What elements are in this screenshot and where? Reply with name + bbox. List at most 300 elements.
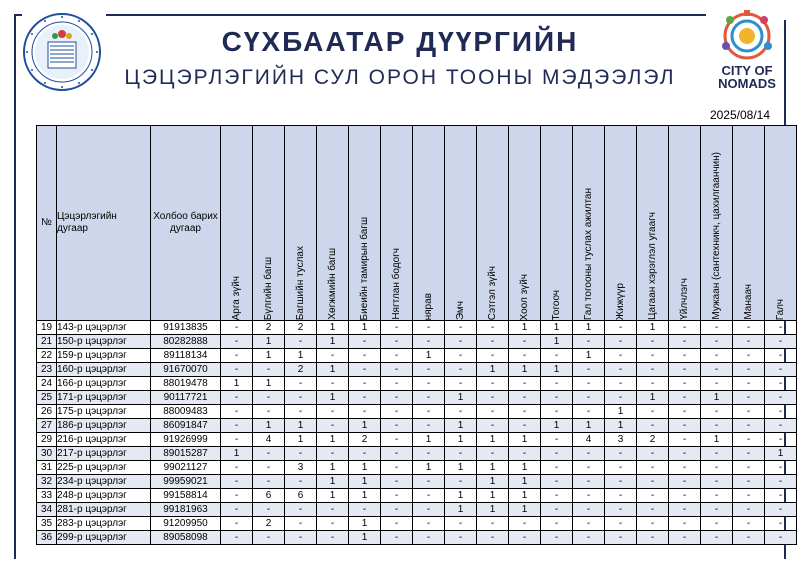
col-header-position-wrap <box>477 126 508 320</box>
kindergarten-name-cell: 186-р цэцэрлэг <box>57 419 151 433</box>
col-header-position <box>541 126 573 321</box>
vacancy-count-cell: - <box>733 377 765 391</box>
col-header-position-wrap <box>605 126 636 320</box>
vacancy-count-cell: 1 <box>349 489 381 503</box>
vacancy-count-cell: - <box>413 489 445 503</box>
vacancy-count-cell: - <box>765 349 797 363</box>
vacancy-count-cell: - <box>253 405 285 419</box>
col-header-position <box>253 126 285 321</box>
vacancy-count-cell: 1 <box>349 461 381 475</box>
phone-cell: 91670070 <box>151 363 221 377</box>
vacancy-count-cell: 1 <box>221 447 253 461</box>
vacancy-count-cell: - <box>669 405 701 419</box>
col-header-position-wrap <box>285 126 316 320</box>
vacancy-count-cell: - <box>541 405 573 419</box>
vacancy-count-cell: 1 <box>509 475 541 489</box>
vacancy-count-cell: - <box>445 447 477 461</box>
table-row <box>37 377 797 391</box>
vacancy-count-cell: - <box>221 363 253 377</box>
vacancy-count-cell: - <box>381 475 413 489</box>
vacancy-count-cell: - <box>413 475 445 489</box>
table-row <box>37 475 797 489</box>
vacancy-count-cell: 1 <box>349 419 381 433</box>
vacancy-count-cell: - <box>733 335 765 349</box>
vacancy-count-cell: - <box>701 503 733 517</box>
kindergarten-name-cell: 175-р цэцэрлэг <box>57 405 151 419</box>
vacancy-count-cell: - <box>445 531 477 545</box>
vacancy-count-cell: - <box>637 517 669 531</box>
table-row <box>37 363 797 377</box>
col-header-position-label: Тогооч <box>550 289 562 320</box>
vacancy-count-cell: - <box>573 405 605 419</box>
vacancy-count-cell: - <box>701 349 733 363</box>
page-title: СҮХБААТАР ДҮҮРГИЙН <box>221 26 579 57</box>
col-header-position-wrap <box>701 126 732 320</box>
col-header-phone <box>151 126 221 321</box>
kindergarten-name-cell: 281-р цэцэрлэг <box>57 503 151 517</box>
vacancy-count-cell: - <box>733 433 765 447</box>
vacancy-count-cell: 6 <box>285 489 317 503</box>
table-row <box>37 433 797 447</box>
vacancy-count-cell: 2 <box>285 321 317 335</box>
col-header-position-wrap <box>349 126 380 320</box>
vacancy-count-cell: - <box>381 517 413 531</box>
vacancy-count-cell: - <box>221 391 253 405</box>
vacancy-count-cell: - <box>637 489 669 503</box>
vacancy-count-cell: - <box>573 475 605 489</box>
vacancy-count-cell: - <box>733 517 765 531</box>
vacancy-count-cell: 1 <box>317 475 349 489</box>
vacancy-count-cell: - <box>765 377 797 391</box>
vacancy-count-cell: 1 <box>317 391 349 405</box>
kindergarten-name-cell: 159-р цэцэрлэг <box>57 349 151 363</box>
vacancy-count-cell: 1 <box>349 517 381 531</box>
vacancy-count-cell: - <box>701 489 733 503</box>
vacancy-count-cell: - <box>477 335 509 349</box>
vacancy-count-cell: - <box>573 391 605 405</box>
vacancy-count-cell: - <box>381 377 413 391</box>
vacancy-count-cell: - <box>509 377 541 391</box>
table-row <box>37 321 797 335</box>
vacancy-count-cell: - <box>381 447 413 461</box>
vacancy-count-cell: - <box>765 363 797 377</box>
row-number-cell: 31 <box>37 461 57 475</box>
vacancy-count-cell: - <box>701 447 733 461</box>
col-header-phone-label: Холбоо барих дугаар <box>153 211 218 234</box>
frame-top-line <box>14 14 786 16</box>
vacancy-count-cell: - <box>573 461 605 475</box>
kindergarten-name-cell: 143-р цэцэрлэг <box>57 321 151 335</box>
vacancy-count-cell: 6 <box>253 489 285 503</box>
col-header-position <box>637 126 669 321</box>
vacancy-count-cell: - <box>221 531 253 545</box>
vacancy-count-cell: 1 <box>701 433 733 447</box>
vacancy-count-cell: - <box>285 447 317 461</box>
vacancy-count-cell: 1 <box>477 489 509 503</box>
col-header-position-label: Хоол зүйч <box>518 273 530 320</box>
phone-cell: 88009483 <box>151 405 221 419</box>
phone-cell: 91926999 <box>151 433 221 447</box>
vacancy-count-cell: - <box>637 405 669 419</box>
col-header-position <box>701 126 733 321</box>
col-header-position-wrap <box>253 126 284 320</box>
vacancy-count-cell: 3 <box>605 433 637 447</box>
vacancy-count-cell: - <box>541 503 573 517</box>
vacancy-count-cell: - <box>669 377 701 391</box>
vacancy-count-cell: 4 <box>253 433 285 447</box>
col-header-position-label: Галч <box>774 298 786 320</box>
col-header-position-label: Нягтлан бодогч <box>390 248 402 320</box>
table-row <box>37 419 797 433</box>
vacancy-count-cell: - <box>605 461 637 475</box>
vacancy-count-cell: - <box>221 321 253 335</box>
kindergarten-name-cell: 248-р цэцэрлэг <box>57 489 151 503</box>
vacancy-count-cell: - <box>669 531 701 545</box>
vacancy-count-cell: 1 <box>349 321 381 335</box>
vacancy-count-cell: - <box>573 335 605 349</box>
vacancy-count-cell: 1 <box>573 349 605 363</box>
phone-cell: 88019478 <box>151 377 221 391</box>
vacancy-count-cell: - <box>541 447 573 461</box>
vacancy-count-cell: - <box>221 405 253 419</box>
vacancy-count-cell: - <box>765 391 797 405</box>
vacancy-count-cell: - <box>253 461 285 475</box>
vacancy-count-cell: - <box>669 433 701 447</box>
vacancy-count-cell: - <box>285 517 317 531</box>
vacancy-count-cell: - <box>413 391 445 405</box>
col-header-position <box>381 126 413 321</box>
vacancy-count-cell: - <box>253 447 285 461</box>
vacancy-count-cell: 2 <box>253 517 285 531</box>
col-header-position-label: Манаач <box>742 284 754 320</box>
vacancy-count-cell: - <box>605 489 637 503</box>
vacancy-count-cell: 1 <box>349 475 381 489</box>
vacancy-count-cell: - <box>477 377 509 391</box>
vacancy-count-cell: - <box>701 517 733 531</box>
vacancy-count-cell: - <box>349 363 381 377</box>
col-header-position <box>605 126 637 321</box>
vacancy-count-cell: - <box>509 349 541 363</box>
vacancy-count-cell: - <box>605 517 637 531</box>
table-row <box>37 489 797 503</box>
vacancy-count-cell: - <box>765 461 797 475</box>
vacancy-count-cell: - <box>669 349 701 363</box>
vacancy-count-cell: - <box>605 377 637 391</box>
phone-cell: 90117721 <box>151 391 221 405</box>
vacancy-count-cell: - <box>765 335 797 349</box>
vacancy-count-cell: - <box>509 531 541 545</box>
vacancy-count-cell: - <box>669 321 701 335</box>
vacancy-count-cell: - <box>413 363 445 377</box>
vacancy-count-cell: - <box>701 531 733 545</box>
vacancy-count-cell: - <box>701 475 733 489</box>
vacancy-count-cell: - <box>445 363 477 377</box>
kindergarten-name-cell: 171-р цэцэрлэг <box>57 391 151 405</box>
col-header-position-label: Жижүүр <box>614 282 626 320</box>
row-number-cell: 35 <box>37 517 57 531</box>
col-header-position-label: Гал тогооны туслах ажилтан <box>582 187 594 320</box>
phone-cell: 89015287 <box>151 447 221 461</box>
vacancy-count-cell: 2 <box>349 433 381 447</box>
vacancy-count-cell: - <box>669 391 701 405</box>
phone-cell: 99959021 <box>151 475 221 489</box>
vacancy-count-cell: 1 <box>253 349 285 363</box>
vacancy-count-cell: - <box>605 475 637 489</box>
vacancy-count-cell: 1 <box>317 335 349 349</box>
vacancy-count-cell: - <box>669 461 701 475</box>
vacancy-count-cell: - <box>285 377 317 391</box>
row-number-cell: 24 <box>37 377 57 391</box>
vacancy-count-cell: - <box>733 349 765 363</box>
vacancy-count-cell: - <box>637 349 669 363</box>
vacancy-count-cell: 1 <box>509 433 541 447</box>
vacancy-count-cell: - <box>349 377 381 391</box>
col-header-position <box>317 126 349 321</box>
vacancy-count-cell: - <box>637 531 669 545</box>
vacancy-count-cell: - <box>413 405 445 419</box>
col-header-position-wrap <box>413 126 444 320</box>
col-header-position-wrap <box>573 126 604 320</box>
vacancy-count-cell: - <box>349 335 381 349</box>
vacancy-count-cell: - <box>285 335 317 349</box>
vacancy-count-cell: 1 <box>317 321 349 335</box>
col-header-position-wrap <box>509 126 540 320</box>
vacancy-count-cell: - <box>221 349 253 363</box>
kindergarten-name-cell: 234-р цэцэрлэг <box>57 475 151 489</box>
kindergarten-name-cell: 299-р цэцэрлэг <box>57 531 151 545</box>
vacancy-table <box>36 125 797 545</box>
vacancy-count-cell: - <box>701 363 733 377</box>
vacancy-count-cell: - <box>733 475 765 489</box>
phone-cell: 99158814 <box>151 489 221 503</box>
vacancy-count-cell: - <box>381 363 413 377</box>
vacancy-count-cell: - <box>445 321 477 335</box>
vacancy-count-cell: - <box>509 419 541 433</box>
table-row <box>37 405 797 419</box>
vacancy-count-cell: 1 <box>413 349 445 363</box>
vacancy-count-cell: - <box>317 503 349 517</box>
col-header-position <box>765 126 797 321</box>
vacancy-count-cell: - <box>509 447 541 461</box>
vacancy-count-cell: - <box>765 503 797 517</box>
col-header-kindergarten-label: Цэцэрлэгийн дугаар <box>57 211 117 234</box>
vacancy-count-cell: - <box>413 503 445 517</box>
table-row <box>37 335 797 349</box>
vacancy-count-cell: - <box>221 475 253 489</box>
vacancy-count-cell: - <box>221 433 253 447</box>
vacancy-count-cell: 1 <box>509 461 541 475</box>
vacancy-count-cell: - <box>317 517 349 531</box>
col-header-position-label: Арга зүйч <box>230 275 242 320</box>
kindergarten-name-cell: 217-р цэцэрлэг <box>57 447 151 461</box>
vacancy-count-cell: - <box>477 517 509 531</box>
vacancy-count-cell: - <box>573 377 605 391</box>
vacancy-count-cell: 1 <box>509 363 541 377</box>
vacancy-count-cell: 4 <box>573 433 605 447</box>
vacancy-count-cell: - <box>765 321 797 335</box>
vacancy-count-cell: - <box>701 321 733 335</box>
vacancy-count-cell: - <box>381 433 413 447</box>
vacancy-count-cell: - <box>317 419 349 433</box>
vacancy-count-cell: - <box>445 475 477 489</box>
vacancy-count-cell: - <box>605 391 637 405</box>
vacancy-count-cell: - <box>669 517 701 531</box>
vacancy-count-cell: - <box>701 377 733 391</box>
table-row <box>37 349 797 363</box>
vacancy-count-cell: 2 <box>637 433 669 447</box>
col-header-position <box>413 126 445 321</box>
vacancy-count-cell: - <box>413 419 445 433</box>
vacancy-count-cell: 1 <box>413 461 445 475</box>
col-header-position-wrap <box>317 126 348 320</box>
vacancy-count-cell: 1 <box>477 475 509 489</box>
col-header-position-wrap <box>541 126 572 320</box>
vacancy-count-cell: - <box>221 489 253 503</box>
vacancy-count-cell: - <box>541 391 573 405</box>
vacancy-count-cell: - <box>317 447 349 461</box>
vacancy-count-cell: - <box>349 349 381 363</box>
vacancy-count-cell: 1 <box>477 503 509 517</box>
vacancy-count-cell: - <box>765 433 797 447</box>
vacancy-count-cell: 1 <box>285 419 317 433</box>
col-header-position <box>477 126 509 321</box>
vacancy-count-cell: - <box>445 405 477 419</box>
vacancy-count-cell: 2 <box>285 363 317 377</box>
vacancy-count-cell: - <box>477 349 509 363</box>
vacancy-count-cell: - <box>509 391 541 405</box>
vacancy-count-cell: - <box>221 503 253 517</box>
vacancy-count-cell: - <box>413 517 445 531</box>
row-number-cell: 25 <box>37 391 57 405</box>
vacancy-count-cell: - <box>701 335 733 349</box>
vacancy-count-cell: 1 <box>253 419 285 433</box>
vacancy-count-cell: - <box>573 447 605 461</box>
vacancy-count-cell: 1 <box>285 433 317 447</box>
table-row <box>37 461 797 475</box>
vacancy-count-cell: - <box>349 405 381 419</box>
vacancy-count-cell: 1 <box>477 363 509 377</box>
phone-cell: 86091847 <box>151 419 221 433</box>
vacancy-count-cell: - <box>605 447 637 461</box>
phone-cell: 91209950 <box>151 517 221 531</box>
vacancy-count-cell: - <box>605 321 637 335</box>
col-header-position-label: нярав <box>422 292 434 320</box>
vacancy-count-cell: - <box>541 475 573 489</box>
vacancy-count-cell: - <box>733 503 765 517</box>
vacancy-count-cell: - <box>253 531 285 545</box>
vacancy-count-cell: - <box>701 419 733 433</box>
vacancy-count-cell: - <box>541 461 573 475</box>
row-number-cell: 34 <box>37 503 57 517</box>
vacancy-count-cell: - <box>221 419 253 433</box>
vacancy-count-cell: 1 <box>541 419 573 433</box>
vacancy-count-cell: - <box>605 503 637 517</box>
col-header-position-wrap <box>733 126 764 320</box>
vacancy-count-cell: - <box>221 335 253 349</box>
vacancy-count-cell: - <box>669 419 701 433</box>
phone-cell: 80282888 <box>151 335 221 349</box>
vacancy-count-cell: - <box>733 321 765 335</box>
col-header-position <box>349 126 381 321</box>
col-header-position-label: Багшийн туслах <box>294 245 306 320</box>
vacancy-count-cell: - <box>701 461 733 475</box>
vacancy-count-cell: 1 <box>765 447 797 461</box>
vacancy-count-cell: - <box>541 377 573 391</box>
vacancy-count-cell: 1 <box>509 503 541 517</box>
vacancy-count-cell: 1 <box>637 321 669 335</box>
vacancy-count-cell: - <box>317 349 349 363</box>
vacancy-count-cell: 1 <box>477 461 509 475</box>
kindergarten-name-cell: 150-р цэцэрлэг <box>57 335 151 349</box>
vacancy-count-cell: 1 <box>573 321 605 335</box>
table-row <box>37 503 797 517</box>
vacancy-count-cell: - <box>381 349 413 363</box>
vacancy-count-cell: 1 <box>637 391 669 405</box>
vacancy-count-cell: - <box>381 503 413 517</box>
vacancy-count-cell: 1 <box>285 349 317 363</box>
vacancy-count-cell: - <box>381 461 413 475</box>
vacancy-count-cell: - <box>637 503 669 517</box>
vacancy-count-cell: 1 <box>445 461 477 475</box>
vacancy-count-cell: 1 <box>509 489 541 503</box>
vacancy-count-cell: - <box>765 531 797 545</box>
col-header-position-label: Биеийн тамирын багш <box>358 216 370 320</box>
col-header-position <box>221 126 253 321</box>
vacancy-count-cell: - <box>477 405 509 419</box>
vacancy-count-cell: - <box>349 503 381 517</box>
vacancy-count-cell: - <box>285 503 317 517</box>
vacancy-count-cell: - <box>381 531 413 545</box>
page-subtitle: ЦЭЦЭРЛЭГИЙН СУЛ ОРОН ТООНЫ МЭДЭЭЛЭЛ <box>124 66 676 89</box>
vacancy-count-cell: 1 <box>573 419 605 433</box>
table-header-row <box>37 126 797 321</box>
vacancy-count-cell: - <box>733 489 765 503</box>
phone-cell: 91913835 <box>151 321 221 335</box>
kindergarten-name-cell: 225-р цэцэрлэг <box>57 461 151 475</box>
table-row <box>37 447 797 461</box>
vacancy-count-cell: 1 <box>445 503 477 517</box>
row-number-cell: 30 <box>37 447 57 461</box>
vacancy-count-cell: - <box>445 517 477 531</box>
vacancy-count-cell: - <box>637 363 669 377</box>
vacancy-count-cell: - <box>221 517 253 531</box>
vacancy-count-cell: 1 <box>541 335 573 349</box>
vacancy-count-cell: - <box>445 377 477 391</box>
vacancy-count-cell: - <box>317 405 349 419</box>
vacancy-count-cell: 1 <box>413 433 445 447</box>
vacancy-count-cell: 1 <box>445 489 477 503</box>
vacancy-count-cell: - <box>733 461 765 475</box>
col-header-position-label: Цагаан хэрэглэл угаагч <box>646 212 658 320</box>
vacancy-count-cell: - <box>253 391 285 405</box>
vacancy-count-cell: 1 <box>445 419 477 433</box>
vacancy-count-cell: - <box>669 447 701 461</box>
vacancy-count-cell: 1 <box>317 363 349 377</box>
table-row <box>37 531 797 545</box>
vacancy-count-cell: - <box>733 447 765 461</box>
vacancy-count-cell: 2 <box>253 321 285 335</box>
col-header-position-label: Мужаан (сантехникч, цахилгаанчин) <box>710 152 722 320</box>
vacancy-count-cell: - <box>605 349 637 363</box>
row-number-cell: 32 <box>37 475 57 489</box>
vacancy-count-cell: - <box>637 475 669 489</box>
vacancy-count-cell: 1 <box>605 419 637 433</box>
vacancy-count-cell: - <box>573 503 605 517</box>
row-number-cell: 29 <box>37 433 57 447</box>
phone-cell: 99181963 <box>151 503 221 517</box>
col-header-position-label: Үйлчлэгч <box>678 278 690 320</box>
vacancy-count-cell: 1 <box>445 433 477 447</box>
